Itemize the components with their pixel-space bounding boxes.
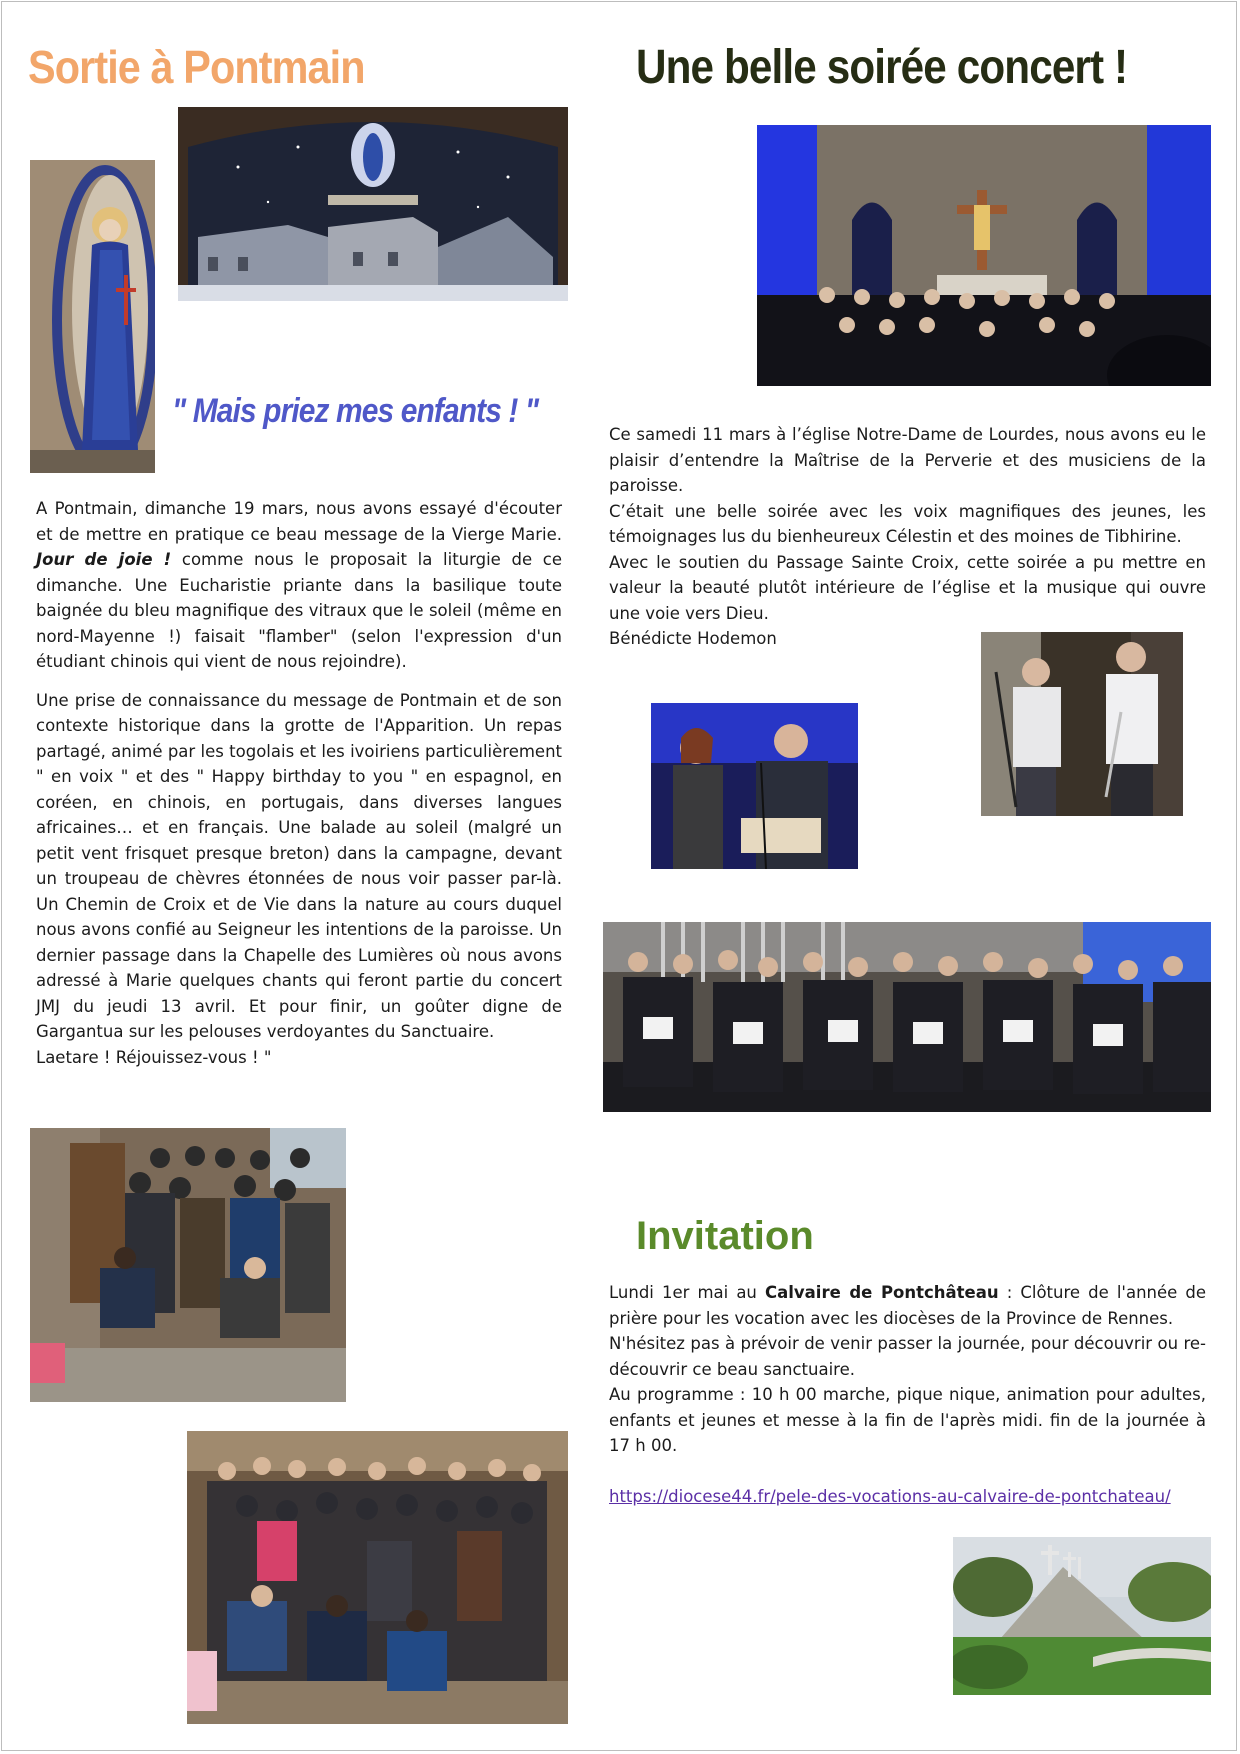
invitation-paragraph-1: [609, 1280, 1206, 1331]
virgin-statue-photo: [30, 160, 155, 473]
invitation-p1-end: : Clôture de l'année de prière pour les vocation avec les diocèses de la Province de Rennes.: [609, 1283, 1207, 1328]
group-photo-pontmain-1: [30, 1128, 346, 1402]
concert-article: [609, 422, 1206, 652]
pontmain-p1-end: comme nous le proposait la liturgie de ce dimanche. Une Eucharistie priante dans la basilique toute baignée du bleu magnifique des vitraux que le soleil (même en nord-Mayenne !) faisait "flamber" (selon l'expression d'un étudiant chinois qui vient de nous rejoindre).: [36, 550, 562, 671]
apparition-painting-photo: [178, 107, 568, 301]
concert-title: Une belle soirée concert !: [636, 41, 1128, 94]
pontmain-closing: Laetare ! Réjouissez-vous ! ": [36, 1047, 272, 1067]
mary-quote: " Mais priez mes enfants ! ": [172, 392, 539, 430]
readers-photo: [651, 703, 858, 869]
invitation-link[interactable]: https://diocese44.fr/pele-des-vocations-au-calvaire-de-pontchateau/: [609, 1486, 1171, 1506]
invitation-date: Lundi 1er mai au: [609, 1283, 757, 1302]
invitation-place: Calvaire de Pontchâteau: [765, 1283, 999, 1302]
musicians-photo: [981, 632, 1183, 816]
pontmain-paragraph-2: Une prise de connaissance du message de Pontmain et de son contexte historique dans la grotte de l'Apparition. Un repas partagé, animé par les togolais et les ivoiriens particulièrement " en voix " et des " Happy birthday to you " en espagnol, en coréen, en chinois, en portugais, dans diverses langues africaines… et en français. Une balade au soleil (malgré un petit vent frisquet presque breton) dans la campagne, devant un troupeau de chèvres étonnées de nous voir passer par-là. Un Chemin de Croix et de Vie dans la nature au cours duquel nous avons confié au Seigneur les intentions de la paroisse. Un dernier passage dans la Chapelle des Lumières où nous avons adressé à Marie quelques chants qui feront partie du concert JMJ du jeudi 13 avril. Et pour finir, un goûter digne de Gargantua sur les pelouses verdoyantes du Sanctuaire.: [36, 690, 562, 1041]
invitation-title: Invitation: [636, 1214, 814, 1258]
concert-paragraph-3: Avec le soutien du Passage Sainte Croix, cette soirée a pu mettre en valeur la beauté plutôt intérieure de l’église et la musique qui ouvre une voie vers Dieu.: [609, 552, 1206, 623]
joy-emphasis: Jour de joie !: [36, 550, 172, 569]
invitation-paragraph-2: N'hésitez pas à prévoir de venir passer la journée, pour découvrir ou re-découvrir ce beau sanctuaire.: [609, 1334, 1206, 1379]
pontmain-paragraph-1: [36, 496, 562, 675]
calvaire-photo: [953, 1537, 1211, 1695]
invitation-program: Au programme : 10 h 00 marche, pique nique, animation pour adultes, enfants et jeunes et messe à la fin de l'après midi. fin de la journée à 17 h 00.: [609, 1385, 1206, 1455]
pontmain-article: [36, 496, 562, 1070]
pontmain-title: Sortie à Pontmain: [28, 41, 365, 93]
choir-photo: [603, 922, 1211, 1112]
group-photo-pontmain-2: [187, 1431, 568, 1724]
concert-paragraph-1: Ce samedi 11 mars à l’église Notre-Dame de Lourdes, nous avons eu le plaisir d’entendre la Maîtrise de la Perverie et des musiciens de la paroisse.: [609, 425, 1206, 495]
concert-author: Bénédicte Hodemon: [609, 629, 777, 648]
concert-paragraph-2: C’était une belle soirée avec les voix magnifiques des jeunes, les témoignages lus du bienheureux Célestin et des moines de Tibhirine.: [609, 501, 1206, 546]
church-concert-photo: [757, 125, 1211, 386]
invitation-article: [609, 1280, 1206, 1509]
pontmain-p1-start: A Pontmain, dimanche 19 mars, nous avons essayé d'écouter et de mettre en pratique ce beau message de la Vierge Marie.: [36, 499, 562, 544]
